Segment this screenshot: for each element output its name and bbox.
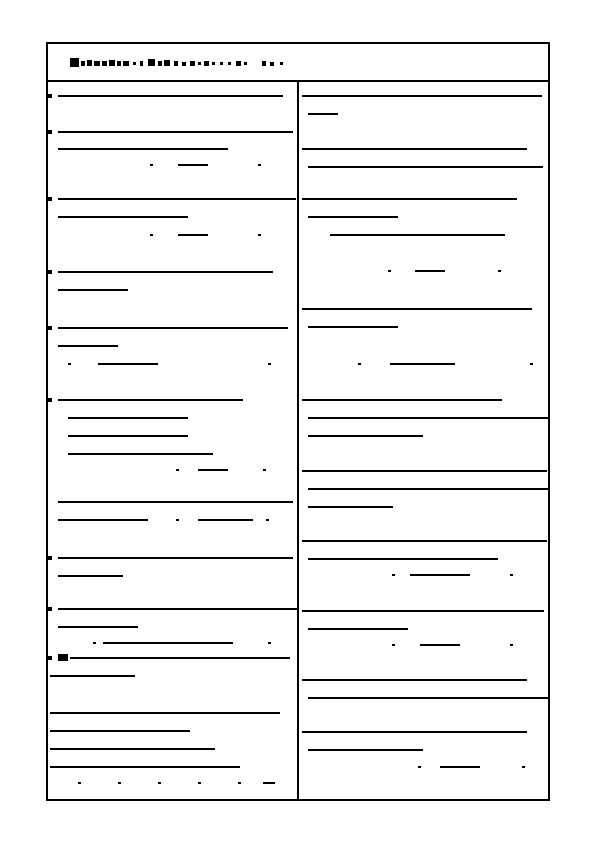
document-header	[48, 44, 548, 82]
header-text-placeholder	[48, 44, 548, 80]
left-column-text-placeholder	[48, 82, 298, 802]
document-page	[46, 42, 550, 801]
right-column-text-placeholder	[300, 82, 550, 802]
